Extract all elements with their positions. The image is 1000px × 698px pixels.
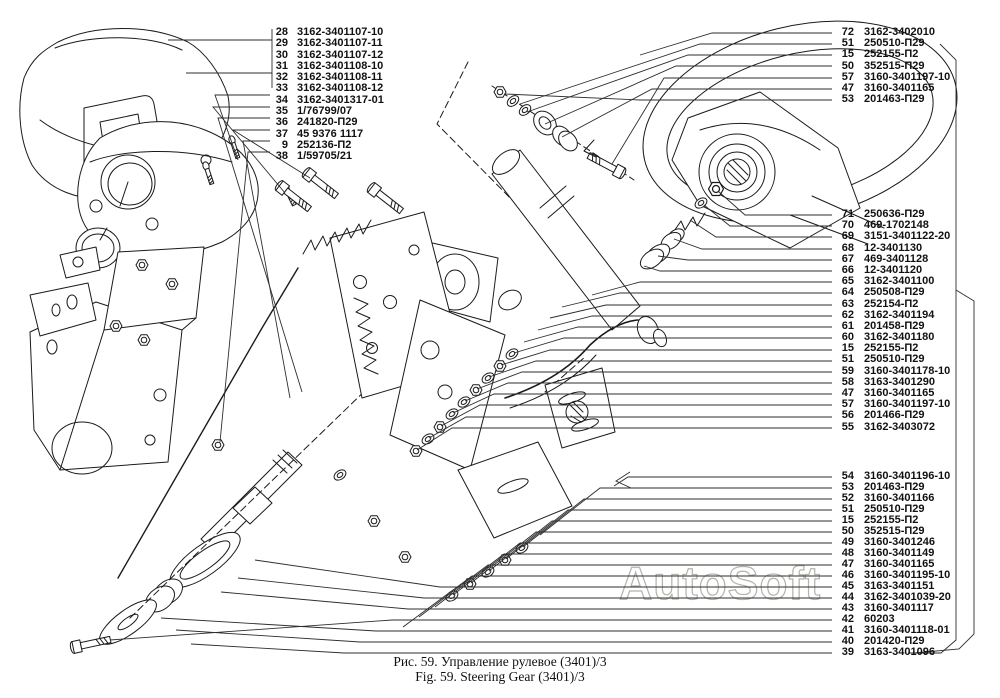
- part-ref-number: 40: [841, 635, 854, 647]
- part-catalog-number: 252155-П2: [864, 342, 919, 355]
- parts-list-row: [834, 287, 950, 298]
- part-catalog-number: 3162-3401100: [864, 275, 935, 288]
- part-ref-number: 37: [275, 127, 288, 140]
- parts-list-row: [834, 299, 950, 310]
- caption-en: Fig. 59. Steering Gear (3401)/3: [415, 668, 585, 684]
- part-catalog-number: 252154-П2: [864, 297, 919, 310]
- part-catalog-number: 352515-П29: [864, 525, 925, 537]
- part-catalog-number: 3160-3401149: [864, 547, 935, 559]
- part-catalog-number: 60203: [864, 613, 895, 625]
- part-catalog-number: 3162-3401194: [864, 308, 935, 321]
- part-ref-number: 38: [275, 150, 288, 163]
- part-ref-number: 66: [841, 263, 854, 276]
- part-catalog-number: 3162-3401107-10: [297, 26, 384, 38]
- part-ref-number: 51: [841, 503, 854, 515]
- part-ref-number: 63: [841, 297, 854, 310]
- part-catalog-number: 12-3401120: [864, 263, 923, 276]
- part-catalog-number: 3160-3401165: [864, 81, 935, 94]
- part-ref-number: 29: [275, 37, 288, 50]
- part-catalog-number: 241820-П29: [297, 116, 358, 129]
- part-catalog-number: 3160-3401165: [864, 387, 935, 399]
- part-ref-number: 43: [841, 602, 854, 614]
- part-catalog-number: 1/59705/21: [297, 150, 353, 163]
- part-catalog-number: 250510-П29: [864, 353, 925, 366]
- parts-list-bottom-right: [834, 471, 951, 658]
- part-ref-number: 28: [275, 26, 288, 38]
- part-ref-number: 15: [841, 514, 854, 526]
- part-ref-number: 15: [841, 342, 854, 355]
- part-catalog-number: 250636-П29: [864, 208, 925, 220]
- part-ref-number: 67: [841, 252, 854, 265]
- part-catalog-number: 3162-3403072: [864, 420, 935, 433]
- parts-list-row: [264, 117, 384, 128]
- part-ref-number: 64: [841, 286, 854, 299]
- parts-list-top-right: [834, 27, 950, 105]
- parts-list-row: [264, 38, 384, 49]
- part-ref-number: 35: [275, 105, 288, 118]
- part-ref-number: 51: [841, 353, 854, 366]
- parts-list-row: [834, 94, 950, 105]
- part-catalog-number: 3162-3401108-10: [297, 59, 384, 72]
- part-catalog-number: 3162-3402010: [864, 26, 935, 38]
- part-catalog-number: 3163-3401096: [864, 646, 935, 658]
- part-ref-number: 47: [841, 81, 854, 94]
- part-ref-number: 45: [841, 580, 854, 592]
- parts-list-top-left: [264, 27, 384, 163]
- part-ref-number: 55: [841, 420, 854, 433]
- part-ref-number: 46: [841, 569, 854, 581]
- part-catalog-number: 3160-3401166: [864, 492, 935, 504]
- part-catalog-number: 3160-3401195-10: [864, 569, 951, 581]
- parts-list-row: [834, 49, 950, 60]
- parts-list-row: [264, 151, 384, 162]
- part-ref-number: 44: [841, 591, 854, 603]
- part-ref-number: 61: [841, 319, 854, 332]
- part-catalog-number: 201463-П29: [864, 481, 925, 493]
- part-catalog-number: 1/76799/07: [297, 105, 353, 118]
- part-catalog-number: 3160-3401178-10: [864, 364, 951, 377]
- parts-list-row: [834, 231, 950, 242]
- part-catalog-number: 3162-3401108-11: [297, 71, 383, 84]
- part-catalog-number: 3151-3401122-20: [864, 230, 951, 243]
- part-catalog-number: 3162-3401317-01: [297, 93, 384, 106]
- part-catalog-number: 252155-П2: [864, 514, 919, 526]
- part-ref-number: 47: [841, 387, 854, 399]
- part-catalog-number: 3160-3401197-10: [864, 398, 951, 411]
- part-ref-number: 71: [841, 208, 854, 220]
- part-catalog-number: 201420-П29: [864, 635, 925, 647]
- part-catalog-number: 3163-3401151: [864, 580, 935, 592]
- part-ref-number: 59: [841, 364, 854, 377]
- part-ref-number: 56: [841, 409, 854, 422]
- part-catalog-number: 3162-3401108-12: [297, 82, 384, 95]
- part-ref-number: 9: [281, 138, 288, 151]
- caption-ru: Рис. 59. Управление рулевое (3401)/3: [393, 654, 607, 669]
- part-ref-number: 65: [841, 275, 854, 288]
- part-ref-number: 52: [841, 492, 854, 504]
- part-catalog-number: 3160-3401196-10: [864, 470, 951, 482]
- part-ref-number: 36: [275, 116, 288, 129]
- part-catalog-number: 201466-П29: [864, 409, 925, 422]
- part-catalog-number: 3163-3401290: [864, 375, 935, 388]
- parts-list-middle-right: [834, 209, 950, 433]
- part-catalog-number: 250510-П29: [864, 503, 925, 515]
- part-catalog-number: 250508-П29: [864, 286, 925, 299]
- part-catalog-number: 3162-3401107-12: [297, 48, 384, 61]
- part-ref-number: 68: [841, 241, 854, 254]
- part-ref-number: 32: [275, 71, 288, 84]
- figure-caption: [0, 655, 1000, 684]
- part-ref-number: 34: [275, 93, 288, 106]
- part-ref-number: 30: [275, 48, 288, 61]
- part-ref-number: 57: [841, 398, 854, 411]
- part-catalog-number: 3162-3401107-11: [297, 37, 383, 50]
- part-catalog-number: 3160-3401118-01: [864, 624, 950, 636]
- part-catalog-number: 252155-П2: [864, 48, 919, 61]
- part-catalog-number: 3160-3401197-10: [864, 70, 951, 83]
- part-ref-number: 50: [841, 525, 854, 537]
- part-ref-number: 49: [841, 536, 854, 548]
- part-ref-number: 53: [841, 93, 854, 106]
- part-catalog-number: 3162-3401039-20: [864, 591, 951, 603]
- parts-list-row: [834, 422, 950, 433]
- part-ref-number: 42: [841, 613, 854, 625]
- part-catalog-number: 45 9376 1117: [297, 127, 364, 140]
- part-catalog-number: 3162-3401180: [864, 331, 935, 344]
- part-catalog-number: 3160-3401246: [864, 536, 935, 548]
- part-catalog-number: 469-3401128: [864, 252, 929, 265]
- part-ref-number: 41: [841, 624, 854, 636]
- part-catalog-number: 3160-3401117: [864, 602, 934, 614]
- part-ref-number: 47: [841, 558, 854, 570]
- parts-list-row: [834, 354, 950, 365]
- part-ref-number: 39: [841, 646, 854, 658]
- part-catalog-number: 469-1702148: [864, 219, 929, 232]
- part-ref-number: 69: [841, 230, 854, 243]
- part-ref-number: 31: [275, 59, 288, 72]
- part-ref-number: 33: [275, 82, 288, 95]
- part-ref-number: 60: [841, 331, 854, 344]
- part-ref-number: 50: [841, 59, 854, 72]
- part-ref-number: 58: [841, 375, 854, 388]
- part-catalog-number: 201458-П29: [864, 319, 925, 332]
- part-catalog-number: 3160-3401165: [864, 558, 935, 570]
- part-catalog-number: 12-3401130: [864, 241, 923, 254]
- part-ref-number: 54: [841, 470, 854, 482]
- part-ref-number: 51: [841, 37, 854, 50]
- part-ref-number: 53: [841, 481, 854, 493]
- part-ref-number: 15: [841, 48, 854, 61]
- part-catalog-number: 201463-П29: [864, 93, 925, 106]
- part-ref-number: 48: [841, 547, 854, 559]
- part-ref-number: 57: [841, 70, 854, 83]
- part-ref-number: 70: [841, 219, 854, 232]
- part-ref-number: 72: [841, 26, 854, 38]
- part-catalog-number: 250510-П29: [864, 37, 925, 50]
- part-catalog-number: 252136-П2: [297, 138, 352, 151]
- mounting-bracket: [30, 247, 224, 474]
- part-catalog-number: 352515-П29: [864, 59, 925, 72]
- parts-list-row: [834, 410, 950, 421]
- part-ref-number: 62: [841, 308, 854, 321]
- steering-column: [330, 145, 669, 538]
- svg-text:AutoSoft: AutoSoft: [619, 557, 822, 609]
